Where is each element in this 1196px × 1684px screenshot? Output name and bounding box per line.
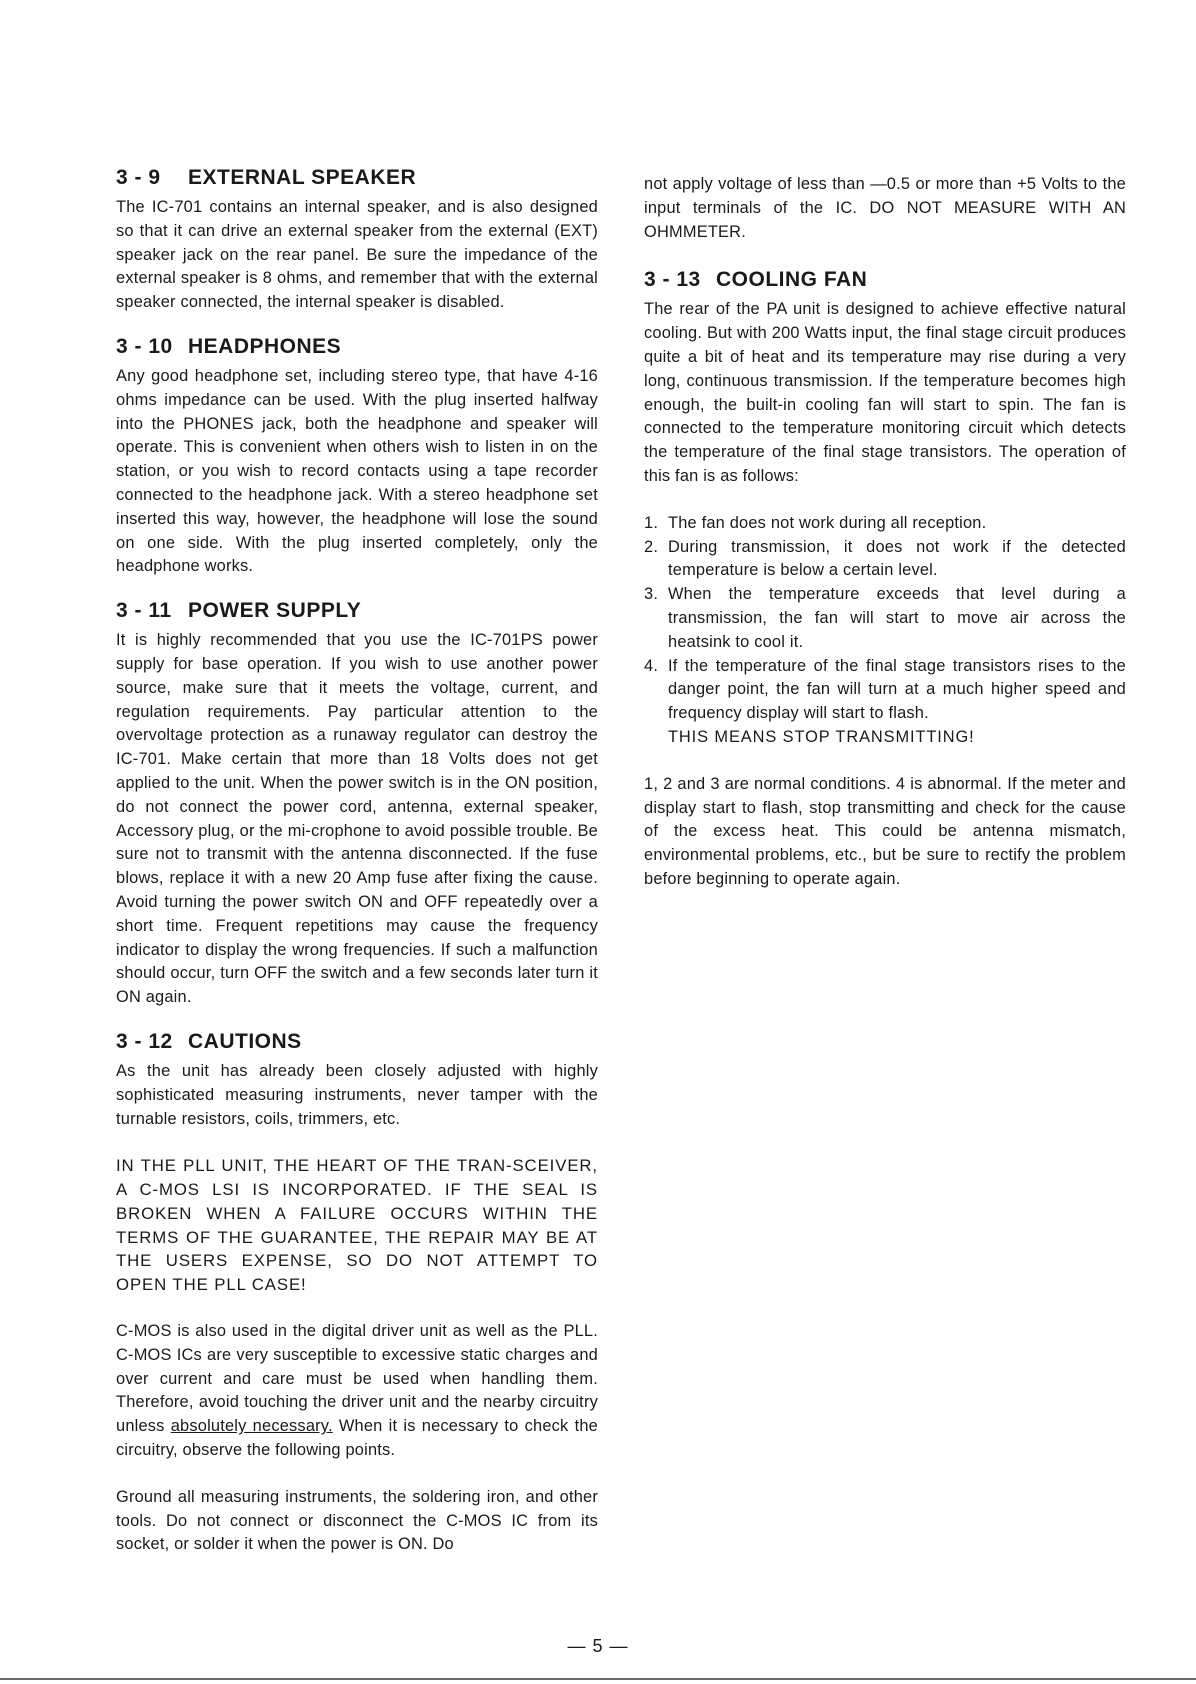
section-title: POWER SUPPLY (188, 599, 362, 623)
pll-warning: IN THE PLL UNIT, THE HEART OF THE TRAN-SCEIVER, A C-MOS LSI IS INCORPORATED. IF THE SEAL IS BROKEN WHEN A FAILURE OCCURS WITHIN THE TERMS OF THE GUARANTEE, THE REPAIR MAY BE AT THE USERS EXPENSE, SO DO NOT ATTEMPT TO OPEN THE PLL CASE! (116, 1156, 598, 1295)
list-number: 4. (644, 656, 659, 675)
cmos-text-a: C-MOS is also used in the digital driver unit as well as the PLL. C-MOS ICs are very susceptible to excessive static charges and over current and care must be used when handling them. Therefore, avoid touching the driver unit and the nearby circuitry unless (116, 1322, 598, 1436)
list-item (644, 655, 1126, 726)
section-number: 3 - 10 (116, 334, 173, 358)
list-number: 2. (644, 537, 659, 556)
section-heading (116, 1029, 598, 1055)
right-column (644, 173, 1126, 911)
section-headphones (116, 334, 598, 579)
section-cooling-fan (644, 267, 1126, 891)
list-text: When the temperature exceeds that level during a transmission, the fan will start to move air across the heatsink to cool it. (668, 585, 1126, 651)
cmos-text-b: When it is necessary to check the circuitry, observe the following points. (116, 1417, 598, 1460)
ground-paragraph: Ground all measuring instruments, the soldering iron, and other tools. Do not connect or disconnect the C-MOS IC from its socket, or solder it when the power is ON. Do (116, 1487, 598, 1554)
conditions-paragraph: 1, 2 and 3 are normal conditions. 4 is abnormal. If the meter and display start to flash, stop transmitting and check for the cause of the excess heat. This could be antenna mismatch, environmental problems, etc., but be sure to rectify the problem before beginning to operate again. (644, 774, 1126, 888)
list-item (644, 583, 1126, 654)
section-number: 3 - 12 (116, 1029, 173, 1053)
section-heading (116, 165, 598, 191)
cmos-paragraph (116, 1320, 598, 1463)
section-heading (116, 334, 598, 360)
section-heading (644, 267, 1126, 293)
section-cautions (116, 1029, 598, 1557)
section-heading (116, 598, 598, 624)
list-text: The fan does not work during all reception. (668, 513, 987, 532)
fan-operation-list (644, 512, 1126, 726)
cmos-text-underlined: absolutely necessary. (170, 1417, 333, 1436)
section-number: 3 - 11 (116, 599, 172, 623)
section-number: 3 - 9 (116, 166, 161, 189)
list-text: If the temperature of the final stage transistors rises to the danger point, the fan will turn at a much higher speed and frequency display will start to flash. (668, 656, 1126, 723)
section-number: 3 - 13 (644, 268, 701, 292)
bottom-rule (0, 1678, 1196, 1680)
section-body: Any good headphone set, including stereo type, that have 4-16 ohms impedance can be used. With the plug inserted halfway into the PHONES jack, both the headphone and speaker will operate. This is convenient when others wish to listen in on the station, or you wish to record contacts using a tape recorder connected to the headphone jack. With a stereo headphone set inserted this way, however, the headphone will lose the sound on one side. With the plug inserted completely, only the headphone works. (116, 366, 598, 576)
section-body: The IC-701 contains an internal speaker, and is also designed so that it can drive an external speaker from the external (EXT) speaker jack on the rear panel. Be sure the impedance of the external speaker is 8 ohms, and remember that with the external speaker connected, the internal speaker is disabled. (116, 198, 598, 312)
left-column (116, 165, 598, 1576)
section-title: HEADPHONES (188, 334, 342, 358)
page-number: — 5 — (567, 1636, 629, 1656)
section-power-supply (116, 598, 598, 1010)
list-text: During transmission, it does not work if the detected temperature is below a certain level. (668, 537, 1126, 580)
continued-paragraph: not apply voltage of less than —0.5 or more than +5 Volts to the input terminals of the IC. DO NOT MEASURE WITH AN OHMMETER. (644, 175, 1126, 241)
list-item (644, 536, 1126, 584)
section-title: COOLING FAN (716, 268, 868, 292)
section-body: The rear of the PA unit is designed to achieve effective natural cooling. But with 200 Watts input, the final stage circuit produces quite a bit of heat and its temperature may rise during a very long, continuous transmission. If the temperature becomes high enough, the built-in cooling fan will start to spin. The fan is connected to the temperature monitoring circuit which detects the temperature of the final stage transistors. The operation of this fan is as follows: (644, 300, 1126, 485)
stop-transmitting-warning: THIS MEANS STOP TRANSMITTING! (668, 727, 975, 746)
list-number: 1. (644, 513, 659, 532)
list-number: 3. (644, 585, 659, 604)
list-item (644, 512, 1126, 536)
section-title: EXTERNAL SPEAKER (188, 166, 417, 189)
section-body: It is highly recommended that you use the IC-701PS power supply for base operation. If you wish to use another power source, make sure that it meets the voltage, current, and regulation requirements. Pay particular attention to the overvoltage protection as a runaway regulator can destroy the IC-701. Make certain that more than 18 Volts does not get applied to the unit. When the power switch is in the ON position, do not connect the power cord, antenna, external speaker, Accessory plug, or the mi-crophone to avoid possible trouble. Be sure not to transmit with the antenna disconnected. If the fuse blows, replace it with a new 20 Amp fuse after fixing the cause. Avoid turning the power switch ON and OFF repeatedly over a short time. Frequent repetitions may cause the frequency indicator to display the wrong frequencies. If such a malfunction should occur, turn OFF the switch and a few seconds later turn it ON again. (116, 631, 598, 1007)
section-title: CAUTIONS (188, 1029, 302, 1053)
cautions-paragraph: As the unit has already been closely adjusted with highly sophisticated measuring instruments, never tamper with the turnable resistors, coils, trimmers, etc. (116, 1061, 598, 1128)
section-external-speaker (116, 165, 598, 315)
